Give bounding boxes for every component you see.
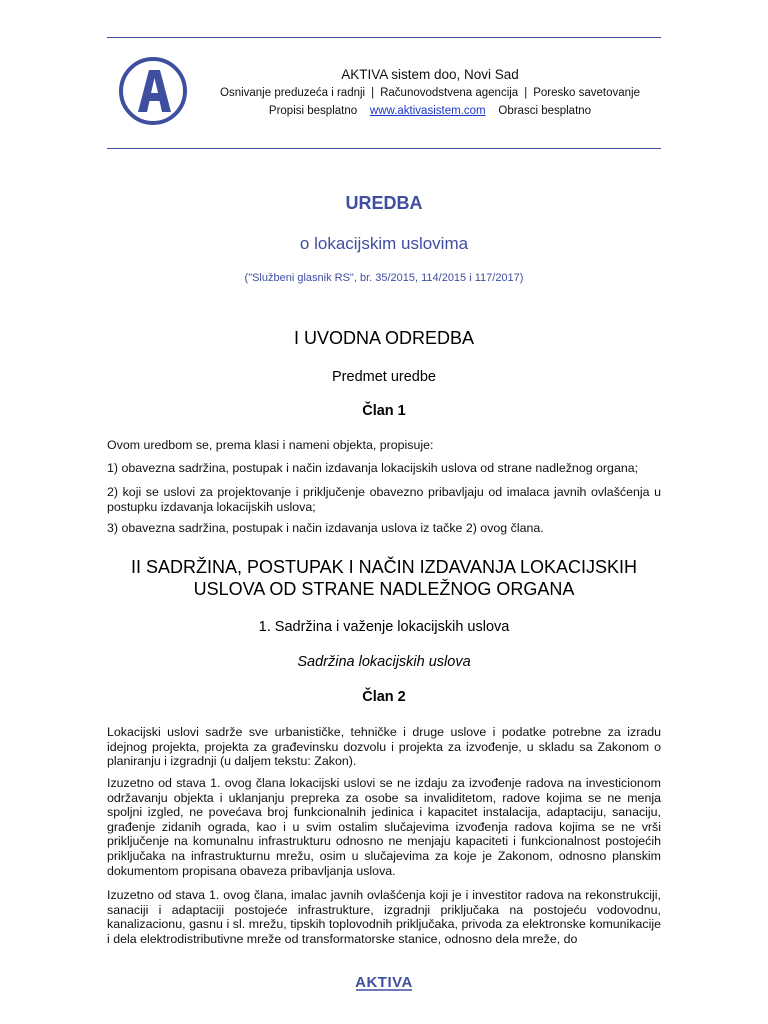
company-links: [200, 102, 660, 120]
article-2-paragraph: Izuzetno od stava 1. ovog člana lokacijski uslovi se ne izdaju za izvođenje radova na investicionom održavanju objekta i uklanjanju prepreka za osobe sa invaliditetom, radove kojima se ne menja spoljni izgled, ne povećava broj funkcionalnih jedinica i kapacitet instalacija, adaptaciju, sanaciju, građenje zidanih ograda, kao i u svim ostalim slučajevima izvođenja radova kojima se ne vrši priključenje na komunalnu infrastrukturu odnosno ne menjaju kapaciteti i funkcionalnost postojećih priključaka na infrastrukturnu mrežu, osim u slučajevima za koje je Zakonom, odnosno planskim dokumentom propisana obaveza pribavljanja uslova.: [107, 776, 661, 878]
free-regulations-text: Propisi besplatno: [268, 105, 358, 117]
article-1-paragraph: 3) obavezna sadržina, postupak i način izdavanja uslova iz tačke 2) ovog člana.: [107, 521, 544, 535]
section-1-subheading: Predmet uredbe: [332, 369, 436, 385]
website-link[interactable]: www.aktivasistem.com: [369, 105, 486, 117]
service-item: Osnivanje preduzeća i radnji: [220, 87, 366, 99]
article-1-paragraph: 1) obavezna sadržina, postupak i način izdavanja lokacijskih uslova od strane nadležnog organa;: [107, 461, 639, 475]
article-2-paragraph: Lokacijski uslovi sadrže sve urbanističke, tehničke i druge uslove i podatke potrebne za izradu idejnog projekta, projekta za građevinsku dozvolu i projekta za izvođenje, u skladu sa Zakonom o planiranju i izgradnji (u daljem tekstu: Zakon).: [107, 725, 661, 769]
article-1-heading: Član 1: [362, 403, 406, 419]
gazette-reference: ("Službeni glasnik RS", br. 35/2015, 114/2015 i 117/2017): [244, 272, 524, 284]
document-subtitle: o lokacijskim uslovima: [299, 234, 469, 253]
company-services: [200, 84, 660, 102]
service-item: Poresko savetovanje: [533, 87, 640, 99]
subsection-1-heading: 1. Sadržina i važenje lokacijskih uslova: [258, 619, 510, 635]
header-top-rule: [107, 37, 661, 38]
article-1-paragraph: Ovom uredbom se, prema klasi i nameni objekta, propisuje:: [107, 438, 434, 452]
separator: |: [524, 87, 528, 99]
document-title: UREDBA: [345, 193, 423, 213]
company-name: AKTIVA sistem doo, Novi Sad: [341, 67, 519, 82]
section-2-heading: [107, 556, 661, 600]
service-item: Računovodstvena agencija: [380, 87, 519, 99]
section-2-heading-line: USLOVA OD STRANE NADLEŽNOG ORGANA: [193, 579, 575, 599]
header-bottom-rule: [107, 148, 661, 149]
footer-aktiva-logo-icon: [352, 970, 416, 994]
free-forms-text: Obrasci besplatno: [498, 105, 592, 117]
section-1-heading: I UVODNA ODREDBA: [293, 328, 475, 348]
aktiva-logo-icon: [118, 56, 188, 126]
separator: |: [371, 87, 375, 99]
company-info: [200, 66, 660, 120]
subsection-1-subheading: Sadržina lokacijskih uslova: [297, 654, 471, 670]
section-2-heading-line: II SADRŽINA, POSTUPAK I NAČIN IZDAVANJA LOKACIJSKIH: [130, 557, 638, 577]
svg-text:AKTIVA: AKTIVA: [355, 974, 413, 991]
article-2-paragraph: Izuzetno od stava 1. ovog člana, imalac javnih ovlašćenja koji je i investitor radova na rekonstrukciji, sanaciji i adaptaciji postojeće infrastrukture, izgradnji priključaka na postojeću vodovodnu, kanalizacionu, gasnu i sl. mrežu, tipskih toplovodnih priključaka, privoda za elektronske komunikacije i dela elektrodistributivne mreže od transformatorske stanice, odnosno dela mreže, do: [107, 888, 661, 946]
article-2-heading: Član 2: [362, 689, 406, 705]
article-1-paragraph: 2) koji se uslovi za projektovanje i priključenje obavezno pribavljaju od imalaca javnih ovlašćenja u postupku izdavanja lokacijskih uslova;: [107, 485, 661, 514]
